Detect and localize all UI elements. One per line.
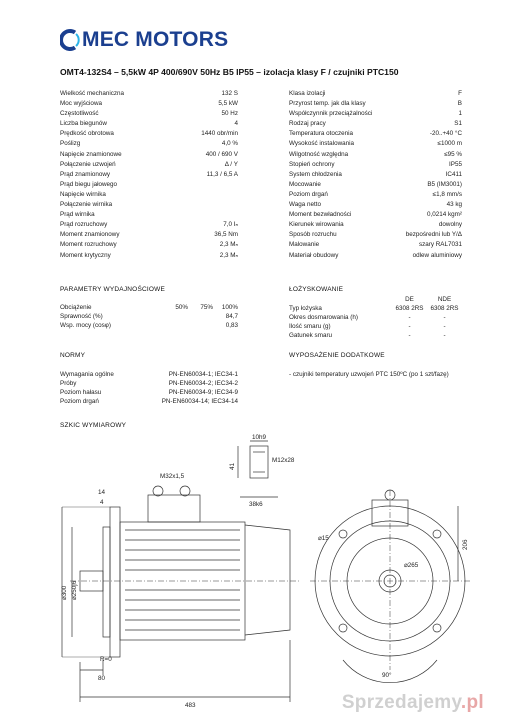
spec-left-row <box>60 89 238 99</box>
bearings-value: - <box>443 314 446 321</box>
bearings-value: - <box>443 323 446 330</box>
bolt-hole-icon <box>339 624 347 632</box>
dim-483: 483 <box>185 702 196 709</box>
spec-left-row <box>60 109 238 119</box>
norm-label: Próby <box>60 380 77 387</box>
norm-value: PN-EN60034-9; IEC34-9 <box>168 389 238 396</box>
spec-left-value: 4,0 % <box>221 140 238 148</box>
spec-left-row <box>60 180 238 190</box>
spec-left-label: Moment znamionowy <box>60 231 120 239</box>
spec-right-label: Rodzaj pracy <box>289 120 326 128</box>
spec-left-label: Połączenie uzwojeń <box>60 160 116 168</box>
norm-row <box>60 370 238 379</box>
norm-label: Wymagania ogólne <box>60 371 114 378</box>
logo-o-icon <box>60 28 80 52</box>
bearings-col-header: DE <box>405 296 414 303</box>
bearings-label: Gatunek smaru <box>289 332 333 339</box>
spec-right-row <box>289 200 462 210</box>
efficiency-value: 100% <box>221 304 238 311</box>
spec-right-label: Malowanie <box>289 241 320 249</box>
efficiency-row <box>60 303 238 312</box>
bearings-value: - <box>408 323 411 330</box>
spec-left-value: 4 <box>234 120 238 128</box>
dim-38k6: 38k6 <box>249 501 263 508</box>
spec-left-label: Połączenie wirnika <box>60 201 113 209</box>
spec-right-row <box>289 109 462 119</box>
dim-250: ⌀250j6 <box>71 580 78 600</box>
spec-right-label: Sposób rozruchu <box>289 231 337 239</box>
spec-right-label: Przyrost temp. jak dla klasy <box>289 100 366 108</box>
efficiency-value: 50% <box>175 304 188 311</box>
specs-right-table <box>289 89 462 261</box>
spec-right-value: bezpośredni lub Y/Δ <box>405 231 462 239</box>
spec-left-value: 132 S <box>221 90 238 97</box>
watermark <box>342 692 484 714</box>
spec-right-row <box>289 119 462 129</box>
bearings-header-row <box>289 295 462 304</box>
spec-left-value: 2,3 Mₙ <box>219 241 238 249</box>
spec-right-value: 0,0214 kgm² <box>426 211 462 219</box>
bearings-value: - <box>408 332 411 339</box>
bearings-row <box>289 322 462 331</box>
spec-right-value: IP55 <box>449 160 462 168</box>
spec-right-row <box>289 230 462 240</box>
spec-left-label: Moment rozruchowy <box>60 241 117 249</box>
spec-right-value: -20..+40 °C <box>429 130 462 138</box>
watermark-text: Sprzedajemy <box>341 692 461 713</box>
spec-right-label: Stopień ochrony <box>289 160 335 168</box>
spec-left-value: 50 Hz <box>221 110 238 118</box>
spec-right-value: S1 <box>454 120 462 128</box>
spec-left-label: Poślizg <box>60 140 81 148</box>
norm-row <box>60 397 238 406</box>
spec-right-value: odlew aluminiowy <box>412 251 462 259</box>
spec-left-row <box>60 150 238 160</box>
specs-left-table <box>60 89 238 261</box>
spec-right-label: Poziom drgań <box>289 190 328 198</box>
spec-left-value: Δ / Y <box>224 160 238 168</box>
spec-right-label: Mocowanie <box>289 180 321 188</box>
spec-left-label: Prąd rozruchowy <box>60 221 108 229</box>
spec-left-value: 11,3 / 6,5 A <box>206 170 238 178</box>
bearings-col-header: NDE <box>437 296 452 303</box>
flange <box>110 507 120 657</box>
spec-right-value: ≤1000 m <box>437 140 462 148</box>
cable-gland-icon <box>153 486 163 496</box>
extras-heading: WYPOSAŻENIE DODATKOWE <box>289 352 385 359</box>
efficiency-value <box>188 321 213 330</box>
spec-left-row <box>60 240 238 250</box>
efficiency-heading: PARAMETRY WYDAJNOŚCIOWE <box>60 286 166 293</box>
spec-right-row <box>289 139 462 149</box>
spec-right-row <box>289 251 462 261</box>
spec-right-value: IC411 <box>445 170 462 178</box>
spec-right-label: Materiał obudowy <box>289 251 339 259</box>
dim-300: ⌀300 <box>61 585 68 600</box>
bearings-table <box>289 295 462 340</box>
spec-right-row <box>289 150 462 160</box>
dim-r0: R=0 <box>100 656 112 663</box>
bolt-hole-icon <box>433 530 441 538</box>
bearings-value: 6308 2RS <box>395 305 424 312</box>
spec-left-value: 5,5 kW <box>218 100 238 108</box>
extras-list <box>289 370 469 379</box>
spec-right-label: Wilgotność względna <box>289 150 349 158</box>
spec-left-label: Prąd biegu jałowego <box>60 180 118 188</box>
bearings-row <box>289 304 462 313</box>
spec-right-row <box>289 99 462 109</box>
drawing-heading: SZKIC WYMIAROWY <box>60 422 127 429</box>
spec-left-row <box>60 99 238 109</box>
spec-left-row <box>60 129 238 139</box>
dim-4: 4 <box>100 499 104 506</box>
spec-right-label: Klasa izolacji <box>289 90 326 97</box>
norms-table <box>60 370 238 406</box>
spec-left-value: 1440 obr/min <box>201 130 238 138</box>
shaft-end-detail <box>250 446 268 478</box>
spec-right-label: Współczynnik przeciążalności <box>289 110 373 118</box>
spec-right-value: szary RAL7031 <box>418 241 462 249</box>
spec-right-row <box>289 180 462 190</box>
spec-right-label: Kierunek wirowania <box>289 221 344 229</box>
efficiency-value <box>163 312 188 321</box>
spec-left-label: Prąd znamionowy <box>60 170 111 178</box>
spec-right-label: System chłodzenia <box>289 170 342 178</box>
bearings-label: Okres dosmarowania (h) <box>289 314 358 321</box>
spec-right-value: 43 kg <box>446 201 462 209</box>
product-title: OMT4-132S4 – 5,5kW 4P 400/690V 50Hz B5 IP55 – izolacja klasy F / czujniki PTC150 <box>60 67 399 77</box>
spec-left-value: 36,5 Nm <box>214 231 238 239</box>
spec-left-row <box>60 170 238 180</box>
efficiency-label: Obciążenie <box>60 304 92 311</box>
spec-right-value: B <box>457 100 462 108</box>
spec-left-row <box>60 251 238 261</box>
efficiency-label: Sprawność (%) <box>60 313 103 320</box>
dim-80: 80 <box>98 675 106 682</box>
spec-left-value: 7,0 Iₙ <box>223 221 238 229</box>
bearings-row <box>289 331 462 340</box>
dimension-drawing <box>0 430 508 710</box>
watermark-suffix: .pl <box>460 692 484 713</box>
dim-41: 41 <box>229 462 236 470</box>
efficiency-row <box>60 321 238 330</box>
spec-left-label: Liczba biegunów <box>60 120 107 128</box>
dim-265: ⌀265 <box>404 562 419 569</box>
spec-right-label: Waga netto <box>289 201 321 209</box>
bearings-label: Ilość smaru (g) <box>289 323 331 330</box>
bearings-heading: ŁOŻYSKOWANIE <box>289 286 344 293</box>
efficiency-value <box>163 321 188 330</box>
dim-m32: M32x1,5 <box>160 473 185 480</box>
spec-right-row <box>289 170 462 180</box>
norm-row <box>60 379 238 388</box>
dim-206: 206 <box>462 539 469 550</box>
norm-value: PN-EN60034-2; IEC34-2 <box>168 380 238 387</box>
spec-right-row <box>289 210 462 220</box>
spec-right-value: 1 <box>458 110 462 118</box>
cable-gland-icon <box>180 486 190 496</box>
spec-left-label: Prąd wirnika <box>60 211 95 219</box>
norm-row <box>60 388 238 397</box>
spec-right-row <box>289 89 462 99</box>
spec-left-row <box>60 210 238 220</box>
bolt-hole-icon <box>339 530 347 538</box>
spec-right-value: B5 (IM3001) <box>427 180 462 188</box>
spec-left-row <box>60 119 238 129</box>
spec-right-row <box>289 129 462 139</box>
spec-right-row <box>289 220 462 230</box>
spec-left-row <box>60 139 238 149</box>
spec-right-label: Wysokość instalowania <box>289 140 355 148</box>
spec-left-value: 400 / 690 V <box>205 150 238 158</box>
spec-right-label: Moment bezwładności <box>289 211 352 219</box>
bearings-label: Typ łożyska <box>289 305 322 312</box>
bearings-value: 6308 2RS <box>430 305 459 312</box>
spec-left-row <box>60 220 238 230</box>
bearings-row <box>289 313 462 322</box>
spec-right-value: F <box>458 90 462 97</box>
norm-value: PN-EN60034-14; IEC34-14 <box>161 398 238 405</box>
spec-left-row <box>60 200 238 210</box>
spec-left-row <box>60 160 238 170</box>
spec-right-label: Temperatura otoczenia <box>289 130 354 138</box>
brand-name: MEC MOTORS <box>82 28 229 51</box>
spec-left-row <box>60 190 238 200</box>
efficiency-value: 75% <box>200 304 213 311</box>
spec-left-label: Napięcie wirnika <box>60 190 106 198</box>
dim-14: 14 <box>98 489 106 496</box>
efficiency-row <box>60 312 238 321</box>
spec-left-label: Moment krytyczny <box>60 251 111 259</box>
dim-m12x28: M12x28 <box>272 457 295 464</box>
spec-left-label: Napięcie znamionowe <box>60 150 122 158</box>
spec-right-value: dowolny <box>438 221 462 229</box>
efficiency-table <box>60 303 238 330</box>
dim-10h9: 10h9 <box>252 434 267 441</box>
brand-logo <box>60 26 228 54</box>
norm-value: PN-EN60034-1; IEC34-1 <box>168 371 238 378</box>
terminal-box <box>148 495 200 522</box>
spec-right-value: ≤1,8 mm/s <box>432 190 462 198</box>
efficiency-value: 0,83 <box>225 322 238 329</box>
bolt-hole-icon <box>433 624 441 632</box>
dim-90deg: 90° <box>382 672 392 679</box>
spec-left-label: Prędkość obrotowa <box>60 130 114 138</box>
spec-right-row <box>289 190 462 200</box>
spec-left-label: Wielkość mechaniczna <box>60 90 125 97</box>
spec-left-label: Moc wyjściowa <box>60 100 102 108</box>
efficiency-value: 84,7 <box>225 313 238 320</box>
spec-left-row <box>60 230 238 240</box>
bearings-value: - <box>443 332 446 339</box>
dim-15: ⌀15 <box>318 535 329 542</box>
norm-label: Poziom hałasu <box>60 389 102 396</box>
bearings-value: - <box>408 314 411 321</box>
bearings-header-spacer <box>289 295 392 304</box>
efficiency-value <box>188 312 213 321</box>
spec-right-value: ≤95 % <box>444 150 462 158</box>
extras-item: - czujniki temperatury uzwojeń PTC 150ºC (po 1 szt/fazę) <box>289 371 449 378</box>
norm-label: Poziom drgań <box>60 398 99 405</box>
spec-right-row <box>289 240 462 250</box>
spec-left-label: Częstotliwość <box>60 110 99 118</box>
spec-right-row <box>289 160 462 170</box>
efficiency-label: Wsp. mocy (cosφ) <box>60 322 111 329</box>
spec-left-value: 2,3 Mₙ <box>219 251 238 259</box>
norms-heading: NORMY <box>60 352 86 359</box>
fan-cover <box>245 525 290 635</box>
